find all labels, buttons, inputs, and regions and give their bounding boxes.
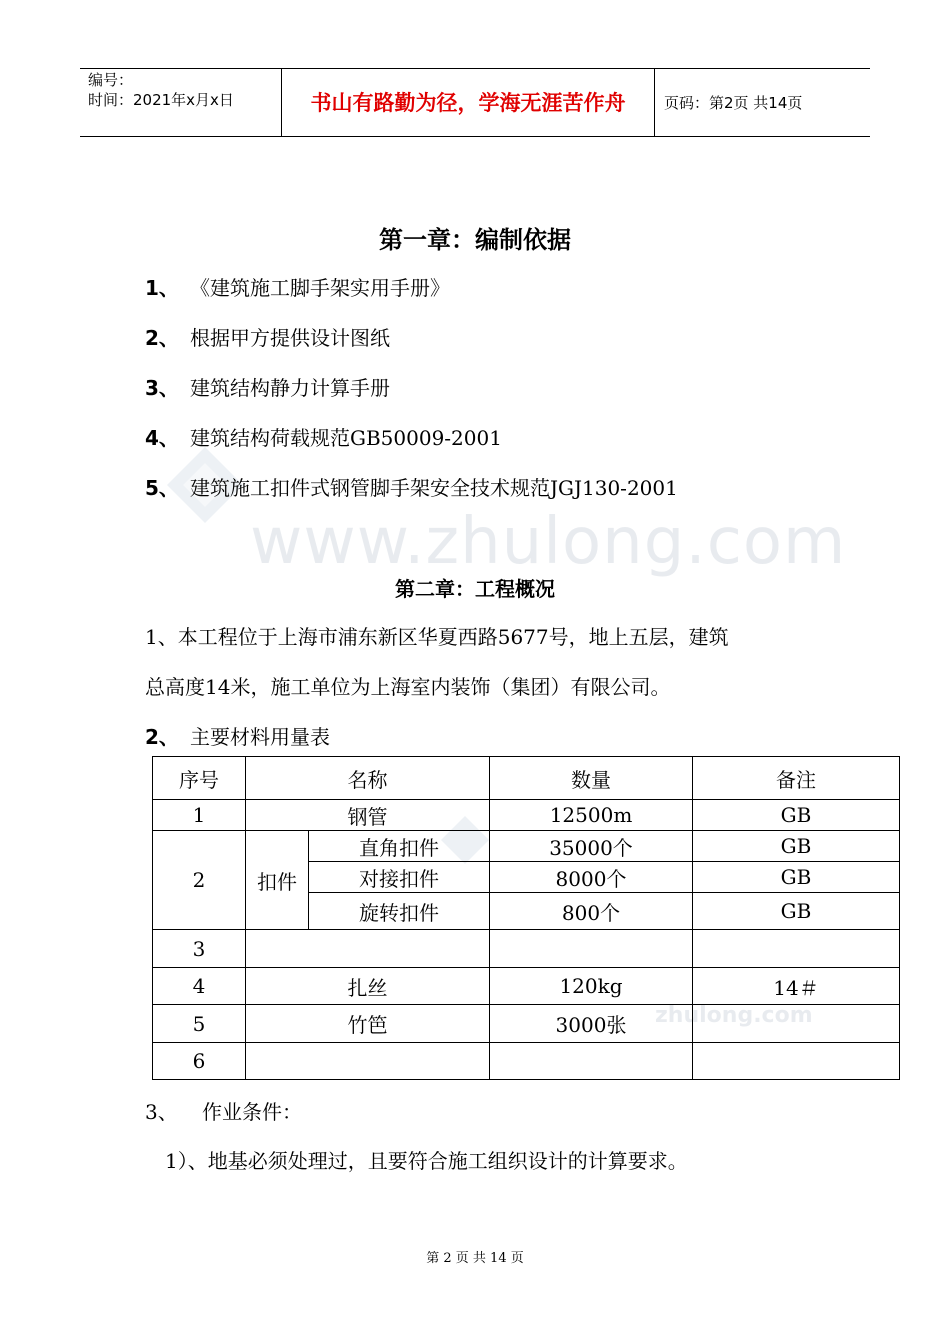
watermark-text-small: zhulong.com [655,1003,813,1028]
cell-name [246,930,490,968]
cell-note: GB [693,800,900,831]
header-left [88,70,234,110]
item-number: 3、 [145,376,179,400]
item-number: 3、 [145,1100,178,1124]
cell-note: GB [693,893,900,930]
chapter2-condition-1: 1）、地基必须处理过，且要符合施工组织设计的计算要求。 [165,1149,688,1173]
item-text: 作业条件： [202,1100,302,1124]
cell-quantity: 35000个 [490,831,693,862]
chapter1-title: 第一章：编制依据 [379,225,571,254]
materials-table [152,756,900,1080]
cell-note: 14＃ [693,968,900,1005]
header-motto: 书山有路勤为径，学海无涯苦作舟 [310,91,626,115]
header-cell-note: 备注 [693,757,900,800]
chapter1-item-2 [145,322,390,351]
cell-note [693,1005,900,1043]
cell-quantity: 8000个 [490,862,693,893]
cell-group: 扣件 [246,831,309,930]
cell-number: 5 [153,1005,246,1043]
item-text: 根据甲方提供设计图纸 [190,326,390,350]
cell-quantity: 800个 [490,893,693,930]
cell-subname: 直角扣件 [309,831,490,862]
cell-quantity: 3000张 [490,1005,693,1043]
table-header-row [153,757,900,800]
item-number: 4、 [145,426,179,450]
cell-note: GB [693,831,900,862]
item-text: 主要材料用量表 [190,725,330,749]
page-footer: 第 2 页 共 14 页 [426,1251,524,1266]
table-row [153,800,900,831]
chapter2-paragraph-1-line-2: 总高度14米，施工单位为上海室内装饰（集团）有限公司。 [145,675,671,699]
table-row [153,1043,900,1080]
cell-quantity: 12500m [490,800,693,831]
cell-note: GB [693,862,900,893]
cell-quantity: 120kg [490,968,693,1005]
cell-number: 6 [153,1043,246,1080]
cell-quantity [490,930,693,968]
header-bottom-rule [80,136,870,137]
chapter2-title: 第二章：工程概况 [395,577,555,601]
header-page-info: 页码：第2页 共14页 [664,94,803,112]
cell-name: 钢管 [246,800,490,831]
header-cell-name: 名称 [246,757,490,800]
cell-name: 竹笆 [246,1005,490,1043]
cell-number: 2 [153,831,246,930]
item-text: 建筑施工扣件式钢管脚手架安全技术规范JGJ130-2001 [190,476,678,500]
cell-subname: 对接扣件 [309,862,490,893]
table-row [153,930,900,968]
cell-note [693,930,900,968]
cell-number: 1 [153,800,246,831]
table-row [153,831,900,862]
chapter2-item-2 [145,721,330,750]
table-row [153,1005,900,1043]
item-number: 2、 [145,326,179,350]
cell-number: 3 [153,930,246,968]
item-text: 《建筑施工脚手架实用手册》 [190,276,450,300]
cell-name [246,1043,490,1080]
watermark-text: www.zhulong.com [250,505,847,579]
cell-name: 扎丝 [246,968,490,1005]
header-cell-quantity: 数量 [490,757,693,800]
header-cell-number: 序号 [153,757,246,800]
item-number: 5、 [145,476,179,500]
chapter2-item-3 [145,1096,302,1125]
chapter1-item-3 [145,372,390,401]
chapter1-item-1 [145,272,450,301]
item-number: 2、 [145,725,179,749]
item-text: 建筑结构静力计算手册 [190,376,390,400]
cell-note [693,1043,900,1080]
table-row [153,968,900,1005]
header-divider-2 [654,68,655,136]
chapter1-item-5 [145,472,678,501]
header-time-label: 时间：2021年x月x日 [88,91,234,109]
item-number: 1、 [145,276,179,300]
cell-quantity [490,1043,693,1080]
item-text: 建筑结构荷载规范GB50009-2001 [190,426,502,450]
header-number-label: 编号： [88,71,134,89]
cell-subname: 旋转扣件 [309,893,490,930]
cell-number: 4 [153,968,246,1005]
chapter2-paragraph-1-line-1: 1、本工程位于上海市浦东新区华夏西路5677号，地上五层，建筑 [145,625,729,649]
chapter1-item-4 [145,422,502,451]
